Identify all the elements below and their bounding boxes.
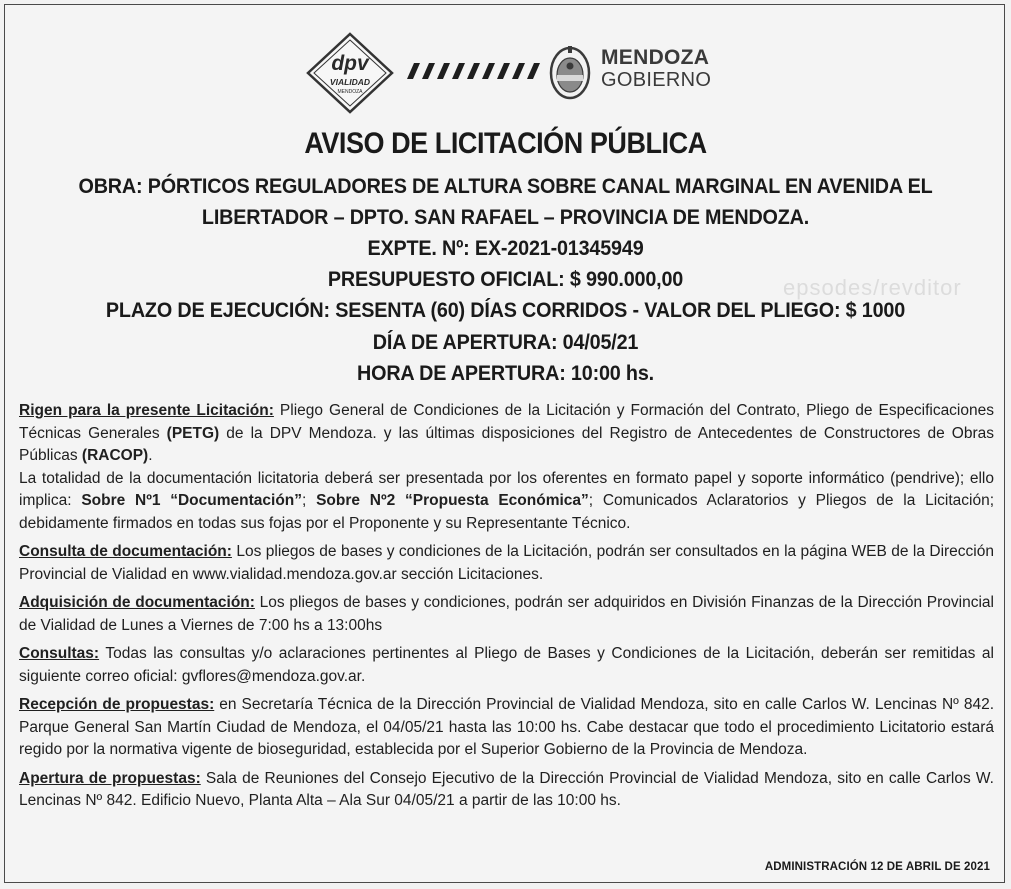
stripes-icon: [401, 61, 541, 81]
rigen-text-1: Pliego General de Condiciones de la Licitación y Formación del Contrato, Pliego de Especificaciones Técnicas Generales: [19, 402, 994, 442]
consultas-text: Todas las consultas y/o aclaraciones pertinentes al Pliego de Bases y Condiciones de la Licitación, deberán ser remitidas al siguiente correo oficial: gvflores@mendoza.gov.ar.: [19, 645, 994, 685]
petg-ref: (PETG): [166, 424, 220, 442]
obra-line-1: OBRA: PÓRTICOS REGULADORES DE ALTURA SOBRE CANAL MARGINAL EN AVENIDA EL: [78, 174, 933, 198]
plazo-ejecucion: PLAZO DE EJECUCIÓN: SESENTA (60) DÍAS CORRIDOS - VALOR DEL PLIEGO: $ 1000: [105, 298, 906, 322]
rigen-text-3: .: [148, 447, 153, 464]
recepcion-label: Recepción de propuestas:: [19, 696, 215, 713]
watermark: epsodes/revditor: [783, 275, 962, 300]
adquisicion-text: Los pliegos de bases y condiciones, podrán ser adquiridos en División Finanzas de la Dirección Provincial de Vialidad de Lunes a Viernes de 7:00 hs a 13:00hs: [19, 594, 994, 634]
consulta-label: Consulta de documentación:: [19, 543, 232, 560]
dpv-sub: MENDOZA: [337, 89, 363, 95]
rigen-label: Rigen para la presente Licitación:: [19, 402, 274, 419]
totalidad-text-1: La totalidad de la documentación licitatoria deberá ser presentada por los oferentes en formato papel y soporte informático (pendrive); ello implica:: [19, 469, 994, 509]
consulta-text: Los pliegos de bases y condiciones de la Licitación, podrán ser consultados en la página WEB de la Dirección Provincial de Vialidad en www.vialidad.mendoza.gov.ar sección Licitaciones.: [19, 543, 994, 583]
rigen-text-2: de la DPV Mendoza. y las últimas disposiciones del Registro de Antecedentes de Constructores de Obras Públicas: [19, 424, 994, 464]
dpv-mark: dpv: [331, 52, 369, 75]
paragraph-consulta: [19, 541, 994, 586]
apertura-text: Sala de Reuniones del Consejo Ejecutivo de la Dirección Provincial de Vialidad Mendoza, sito en calle Carlos W. Lencinas Nº 842. Edificio Nuevo, Planta Alta – Ala Sur 04/05/21 a partir de las 10:00 hs.: [19, 769, 994, 809]
expediente: EXPTE. Nº: EX-2021-01345949: [367, 236, 644, 260]
hora-apertura: HORA DE APERTURA: 10:00 hs.: [357, 361, 654, 385]
totalidad-text-3: ; Comunicados Aclaratorios y Pliegos de la Licitación; debidamente firmados en todas sus fojas por el Proponente y su Representante Técnico.: [19, 492, 994, 532]
adquisicion-label: Adquisición de documentación:: [19, 594, 255, 611]
dia-apertura: DÍA DE APERTURA: 04/05/21: [372, 330, 639, 354]
notice-frame: [4, 4, 1005, 883]
recepcion-text: en Secretaría Técnica de la Dirección Provincial de Vialidad Mendoza, sito en calle Carlos W. Lencinas Nº 842. Parque General San Martín Ciudad de Mendoza, el 04/05/21 hasta las 10:00 hs. Cabe destacar que todo el procedimiento Licitatorio estará regido por la normativa vigente de bioseguridad, establecida por el Superior Gobierno de la Provincia de Mendoza.: [19, 696, 994, 758]
notice-body: [19, 400, 994, 819]
presupuesto-oficial: PRESUPUESTO OFICIAL: $ 990.000,00: [327, 267, 684, 291]
apertura-label: Apertura de propuestas:: [19, 769, 201, 787]
paragraph-rigen: [19, 400, 994, 468]
obra-line-2: LIBERTADOR – DPTO. SAN RAFAEL – PROVINCIA DE MENDOZA.: [201, 205, 810, 229]
totalidad-text-2: ;: [302, 492, 317, 509]
dpv-logo-icon: [305, 31, 395, 115]
logo-row: [305, 31, 725, 111]
paragraph-apertura: [19, 768, 994, 813]
paragraph-adquisicion: [19, 592, 994, 637]
sobre-1: Sobre Nº1 “Documentación”: [81, 492, 303, 509]
administracion-date: ADMINISTRACIÓN 12 DE ABRIL DE 2021: [764, 861, 990, 873]
paragraph-recepcion: [19, 694, 994, 762]
mendoza-seal-icon: [548, 42, 592, 100]
gobierno-mendoza-name: [601, 47, 711, 91]
sobre-2: Sobre Nº2 “Propuesta Económica”: [316, 492, 589, 509]
consultas-label: Consultas:: [19, 645, 100, 662]
paragraph-consultas: [19, 643, 994, 688]
notice-title: AVISO DE LICITACIÓN PÚBLICA: [304, 127, 707, 160]
paragraph-totalidad: [19, 468, 994, 536]
gov-line-2: GOBIERNO: [601, 69, 712, 91]
gov-line-1: MENDOZA: [601, 46, 710, 69]
dpv-name: VIALIDAD: [329, 77, 371, 87]
racop-ref: (RACOP): [81, 447, 149, 464]
